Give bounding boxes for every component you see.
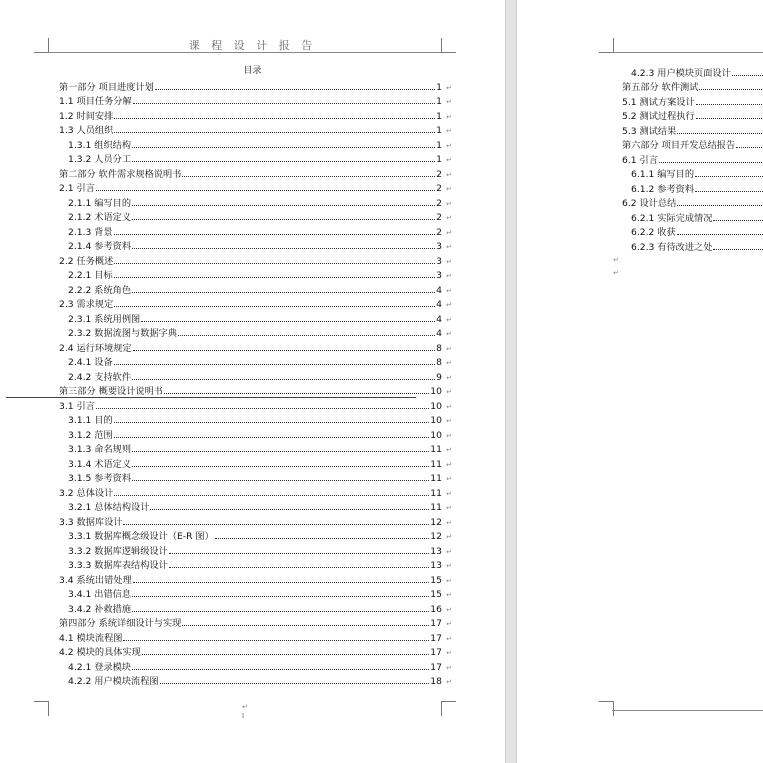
- toc-entry-title: 2.2.2 系统角色: [68, 284, 132, 296]
- paragraph-mark: ↵: [446, 228, 452, 237]
- paragraph-mark: ↵: [446, 678, 452, 686]
- paragraph-mark: ↵: [613, 269, 619, 277]
- toc-entry-title: 6.1.2 参考资料: [631, 183, 695, 195]
- toc-entry-page: 1: [436, 81, 442, 93]
- paragraph-mark: ↵: [446, 199, 452, 208]
- toc-entry[interactable]: [622, 151, 763, 166]
- toc-leader-dots: [96, 408, 429, 409]
- paragraph-mark: ↵: [446, 301, 452, 309]
- toc-entry[interactable]: [59, 325, 452, 340]
- toc-leader-dots: [132, 292, 435, 293]
- paragraph-mark: ↵: [446, 547, 452, 556]
- toc-entry-page: 3: [436, 241, 442, 252]
- toc-entry[interactable]: [59, 441, 452, 456]
- toc-entry-page: 17: [430, 661, 442, 673]
- toc-title: 目录: [243, 66, 262, 76]
- toc-entry[interactable]: [59, 470, 452, 485]
- toc-entry-page: 18: [430, 676, 442, 687]
- toc-entry-title: 6.1 引言: [622, 154, 658, 166]
- toc-entry-page: 2: [436, 168, 442, 180]
- toc-entry-page: 13: [430, 545, 442, 557]
- toc-entry-page: 17: [430, 647, 442, 658]
- paragraph-mark: ↵: [446, 330, 452, 338]
- toc-leader-dots: [114, 364, 435, 365]
- toc-entry[interactable]: [59, 368, 452, 383]
- toc-leader-dots: [696, 118, 763, 119]
- toc-leader-dots: [169, 567, 429, 568]
- toc-entry-title: 2.2.1 目标: [68, 270, 113, 281]
- document-page-right[interactable]: [517, 0, 763, 763]
- toc-entry-title: 3.3.2 数据库逻辑级设计: [68, 545, 168, 557]
- toc-entry-page: 1: [436, 125, 442, 136]
- toc-leader-dots: [132, 161, 435, 162]
- paragraph-mark: ↵: [446, 272, 452, 280]
- page-corner-mark: [34, 701, 49, 716]
- toc-leader-dots: [132, 219, 435, 220]
- toc-leader-dots: [114, 132, 435, 133]
- toc-leader-dots: [150, 509, 429, 510]
- toc-entry-title: 6.1.1 编写目的: [631, 169, 695, 180]
- toc-entry-title: 2.1.3 背景: [68, 226, 113, 238]
- toc-entry-page: 4: [436, 313, 442, 325]
- paragraph-mark: ↵: [446, 663, 452, 672]
- toc-entry[interactable]: [59, 165, 452, 180]
- toc-entry-page: 10: [430, 400, 442, 412]
- toc-entry[interactable]: [59, 397, 452, 412]
- toc-entry-page: 1: [436, 139, 442, 151]
- toc-entry-page: 11: [430, 502, 442, 513]
- toc-entry-title: 4.2.1 登录模块: [68, 661, 132, 673]
- paragraph-mark: ↵: [446, 257, 452, 266]
- toc-entry-page: 10: [430, 429, 442, 441]
- toc-entry-title: 1.3.1 组织结构: [68, 139, 132, 151]
- toc-entry[interactable]: [59, 238, 452, 253]
- toc-entry-title: 3.3.3 数据库表结构设计: [68, 560, 168, 571]
- toc-entry-title: 第二部分 软件需求规格说明书: [59, 168, 182, 180]
- toc-entry-title: 3.2.1 总体结构设计: [68, 502, 150, 513]
- toc-entry[interactable]: [59, 180, 452, 195]
- toc-leader-dots: [699, 89, 763, 90]
- toc-entry[interactable]: [59, 484, 452, 499]
- paragraph-mark: ↵: [446, 388, 452, 396]
- toc-entry[interactable]: [59, 151, 452, 166]
- paragraph-mark: ↵: [446, 156, 452, 164]
- header-rule: [48, 52, 441, 53]
- toc-entry[interactable]: [59, 209, 452, 224]
- toc-leader-dots: [677, 133, 763, 134]
- toc-entry[interactable]: [622, 122, 763, 137]
- toc-leader-dots: [114, 263, 435, 264]
- toc-entry[interactable]: [59, 542, 452, 557]
- page-corner-mark: [599, 38, 614, 53]
- toc-entry-title: 第五部分 软件测试: [622, 82, 699, 93]
- toc-entry[interactable]: [59, 629, 452, 644]
- toc-entry-title: 2.2 任务概述: [59, 255, 114, 267]
- toc-entry-page: 17: [430, 632, 442, 644]
- toc-leader-dots: [96, 190, 435, 191]
- toc-list-left: [59, 78, 452, 687]
- toc-leader-dots: [164, 393, 429, 394]
- toc-leader-dots: [133, 350, 435, 351]
- toc-leader-dots: [114, 422, 430, 423]
- toc-entry-title: 5.3 测试结果: [622, 125, 677, 137]
- toc-leader-dots: [713, 220, 763, 221]
- toc-entry[interactable]: [59, 499, 452, 514]
- toc-leader-dots: [123, 524, 429, 525]
- toc-entry[interactable]: [59, 644, 452, 659]
- toc-leader-dots: [132, 596, 429, 597]
- toc-leader-dots: [160, 683, 430, 684]
- toc-entry-title: 3.4.2 补救措施: [68, 603, 132, 615]
- toc-entry-title: 3.1.5 参考资料: [68, 473, 132, 484]
- toc-entry[interactable]: [59, 267, 452, 282]
- toc-leader-dots: [114, 277, 435, 278]
- toc-leader-dots: [114, 306, 435, 307]
- toc-entry-page: 11: [430, 487, 442, 499]
- toc-entry[interactable]: [622, 224, 763, 239]
- toc-entry[interactable]: [622, 79, 763, 94]
- toc-entry-title: 2.3 需求规定: [59, 299, 114, 310]
- toc-entry-title: 2.4.2 支持软件: [68, 371, 132, 383]
- paragraph-mark: ↵: [446, 112, 452, 121]
- paragraph-mark: ↵: [446, 431, 452, 440]
- toc-entry-title: 1.2 时间安排: [59, 110, 114, 122]
- toc-entry-page: 16: [430, 603, 442, 615]
- toc-entry-title: 5.2 测试过程执行: [622, 111, 695, 122]
- toc-entry[interactable]: [59, 310, 452, 325]
- paragraph-mark: ↵: [446, 83, 452, 92]
- toc-entry[interactable]: [59, 513, 452, 528]
- toc-entry-title: 6.2.1 实际完成情况: [631, 212, 713, 224]
- toc-entry-title: 3.1.4 术语定义: [68, 458, 132, 470]
- toc-leader-dots: [132, 466, 429, 467]
- toc-entry-title: 3.1.2 范围: [68, 429, 113, 441]
- paragraph-mark: ↵: [446, 315, 452, 324]
- toc-entry-title: 第四部分 系统详细设计与实现: [59, 618, 182, 629]
- toc-leader-dots: [133, 103, 435, 104]
- toc-entry-page: 8: [436, 342, 442, 354]
- toc-entry[interactable]: [622, 64, 763, 79]
- toc-leader-dots: [132, 379, 435, 380]
- toc-entry[interactable]: [59, 252, 452, 267]
- paragraph-mark: ↵: [446, 98, 452, 106]
- toc-entry-page: 4: [436, 284, 442, 296]
- toc-leader-dots: [132, 480, 429, 481]
- toc-entry-title: 2.4.1 设备: [68, 357, 113, 368]
- toc-entry-page: 10: [430, 415, 442, 426]
- toc-leader-dots: [132, 451, 429, 452]
- toc-entry-page: 3: [436, 255, 442, 267]
- toc-entry-page: 1: [436, 110, 442, 122]
- toc-entry-page: 4: [436, 328, 442, 339]
- toc-entry[interactable]: [59, 673, 452, 688]
- toc-leader-dots: [132, 248, 435, 249]
- toc-leader-dots: [133, 582, 430, 583]
- toc-entry-page: 11: [430, 473, 442, 484]
- toc-entry-title: 2.3.1 系统用例图: [68, 313, 141, 325]
- toc-entry[interactable]: [622, 108, 763, 123]
- toc-leader-dots: [114, 495, 429, 496]
- toc-entry-title: 4.2.2 用户模块流程图: [68, 676, 159, 687]
- toc-leader-dots: [695, 191, 763, 192]
- toc-entry[interactable]: [59, 658, 452, 673]
- toc-entry-page: 2: [436, 212, 442, 223]
- toc-entry-page: 11: [430, 458, 442, 470]
- paragraph-mark: ↵: [446, 518, 452, 527]
- toc-entry-title: 4.2 模块的具体实现: [59, 647, 141, 658]
- toc-entry-title: 1.3.2 人员分工: [68, 154, 132, 165]
- toc-leader-dots: [169, 553, 429, 554]
- toc-entry-page: 2: [436, 197, 442, 209]
- toc-entry[interactable]: [622, 137, 763, 152]
- page-header-title: 课 程 设 计 报 告: [188, 39, 317, 52]
- toc-entry-title: 3.2 总体设计: [59, 487, 114, 499]
- toc-entry[interactable]: [59, 600, 452, 615]
- toc-entry[interactable]: [59, 412, 452, 427]
- toc-entry-title: 5.1 测试方案设计: [622, 96, 695, 108]
- toc-entry[interactable]: [59, 455, 452, 470]
- toc-list-right: [622, 64, 763, 253]
- toc-entry[interactable]: [59, 223, 452, 238]
- toc-leader-dots: [155, 89, 435, 90]
- toc-leader-dots: [114, 437, 430, 438]
- header-rule: [612, 52, 763, 53]
- toc-entry-title: 6.2 设计总结: [622, 198, 677, 209]
- toc-leader-dots: [659, 162, 763, 163]
- paragraph-mark: ↵: [446, 243, 452, 251]
- toc-entry-title: 2.1.2 术语定义: [68, 212, 132, 223]
- toc-entry[interactable]: [59, 383, 452, 398]
- toc-leader-dots: [182, 176, 435, 177]
- toc-entry-title: 2.1.1 编写目的: [68, 197, 132, 209]
- toc-entry-title: 2.1.4 参考资料: [68, 241, 132, 252]
- paragraph-mark: ↵: [446, 504, 452, 512]
- paragraph-mark: ↵: [446, 460, 452, 469]
- toc-leader-dots: [141, 321, 435, 322]
- toc-leader-dots: [736, 147, 763, 148]
- toc-entry[interactable]: [59, 426, 452, 441]
- toc-entry[interactable]: [59, 586, 452, 601]
- paragraph-mark: ↵: [446, 170, 452, 179]
- toc-leader-dots: [732, 75, 763, 76]
- toc-entry-page: 17: [430, 618, 442, 629]
- paragraph-mark: ↵: [446, 649, 452, 657]
- toc-entry[interactable]: [622, 238, 763, 253]
- toc-entry[interactable]: [59, 557, 452, 572]
- paragraph-mark: ↵: [446, 344, 452, 353]
- toc-entry-page: 2: [436, 183, 442, 194]
- page-corner-mark: [441, 701, 456, 716]
- toc-entry-page: 8: [436, 357, 442, 368]
- toc-entry[interactable]: [59, 354, 452, 369]
- paragraph-mark: ↵: [446, 127, 452, 135]
- paragraph-mark: ↵: [446, 533, 452, 541]
- paragraph-mark: ↵: [446, 214, 452, 222]
- toc-leader-dots: [132, 147, 435, 148]
- toc-entry-title: 6.2.2 收获: [631, 227, 676, 238]
- toc-entry[interactable]: [59, 339, 452, 354]
- toc-entry-title: 第一部分 项目进度计划: [59, 81, 154, 93]
- toc-leader-dots: [677, 234, 763, 235]
- paragraph-mark: ↵: [446, 634, 452, 643]
- paragraph-mark: ↵: [446, 417, 452, 425]
- toc-entry-title: 1.1 项目任务分解: [59, 96, 132, 107]
- toc-leader-dots: [123, 640, 429, 641]
- toc-entry[interactable]: [59, 122, 452, 137]
- paragraph-mark: ↵: [446, 489, 452, 498]
- section-break-line: [6, 397, 416, 398]
- toc-entry-page: 11: [430, 444, 442, 455]
- paragraph-mark: ↵: [242, 703, 248, 711]
- toc-entry-title: 3.4.1 出错信息: [68, 589, 132, 600]
- toc-leader-dots: [182, 625, 429, 626]
- toc-entry[interactable]: [59, 296, 452, 311]
- toc-entry[interactable]: [622, 93, 763, 108]
- paragraph-mark: ↵: [446, 286, 452, 295]
- paragraph-mark: ↵: [613, 256, 619, 264]
- toc-entry[interactable]: [622, 166, 763, 181]
- toc-entry-title: 2.4 运行环境规定: [59, 342, 132, 354]
- toc-entry-page: 12: [430, 516, 442, 528]
- toc-leader-dots: [114, 234, 435, 235]
- toc-entry-title: 1.3 人员组织: [59, 125, 114, 136]
- toc-entry-page: 2: [436, 226, 442, 238]
- paragraph-mark: ↵: [446, 359, 452, 367]
- toc-entry-title: 2.3.2 数据流图与数据字典: [68, 328, 177, 339]
- toc-entry[interactable]: [59, 281, 452, 296]
- page-corner-mark: [599, 701, 614, 716]
- toc-entry[interactable]: [622, 209, 763, 224]
- toc-entry[interactable]: [59, 107, 452, 122]
- toc-entry-page: 1: [436, 154, 442, 165]
- paragraph-mark: ↵: [446, 605, 452, 614]
- toc-leader-dots: [178, 335, 435, 336]
- toc-entry-page: 12: [430, 531, 442, 542]
- toc-entry[interactable]: [622, 195, 763, 210]
- toc-entry-page: 10: [430, 386, 442, 397]
- toc-entry[interactable]: [59, 528, 452, 543]
- toc-entry-page: 15: [430, 574, 442, 586]
- footer-page-number: I: [242, 712, 245, 720]
- toc-entry-page: 9: [436, 371, 442, 383]
- paragraph-mark: ↵: [446, 373, 452, 382]
- toc-entry-title: 3.4 系统出错处理: [59, 574, 132, 586]
- toc-entry-page: 1: [436, 96, 442, 107]
- toc-leader-dots: [132, 205, 435, 206]
- toc-leader-dots: [713, 249, 763, 250]
- toc-entry[interactable]: [59, 194, 452, 209]
- toc-entry[interactable]: [59, 571, 452, 586]
- toc-entry[interactable]: [59, 93, 452, 108]
- toc-leader-dots: [215, 538, 430, 539]
- paragraph-mark: ↵: [446, 562, 452, 570]
- toc-entry-title: 3.1.1 目的: [68, 415, 113, 426]
- paragraph-mark: ↵: [446, 446, 452, 454]
- toc-entry[interactable]: [59, 78, 452, 93]
- toc-entry-title: 3.3.1 数据库概念级设计（E-R 图）: [68, 531, 214, 542]
- toc-leader-dots: [695, 176, 763, 177]
- toc-entry-page: 13: [430, 560, 442, 571]
- toc-entry-title: 3.1 引言: [59, 400, 95, 412]
- toc-entry-page: 15: [430, 589, 442, 600]
- toc-leader-dots: [696, 104, 763, 105]
- toc-entry-page: 4: [436, 299, 442, 310]
- toc-entry-title: 4.1 模块流程图: [59, 632, 123, 644]
- footer-rule: [612, 710, 763, 711]
- paragraph-mark: ↵: [446, 475, 452, 483]
- paragraph-mark: ↵: [446, 620, 452, 628]
- toc-entry[interactable]: [59, 615, 452, 630]
- toc-entry[interactable]: [59, 136, 452, 151]
- toc-entry-page: 3: [436, 270, 442, 281]
- paragraph-mark: ↵: [446, 141, 452, 150]
- paragraph-mark: ↵: [446, 402, 452, 411]
- page-gap: [505, 0, 517, 763]
- toc-leader-dots: [142, 654, 429, 655]
- toc-entry-title: 3.1.3 命名规则: [68, 444, 132, 455]
- paragraph-mark: ↵: [446, 185, 452, 193]
- toc-entry-title: 第六部分 项目开发总结报告: [622, 140, 736, 151]
- paragraph-mark: ↵: [446, 576, 452, 585]
- toc-entry-title: 3.3 数据库设计: [59, 516, 123, 528]
- paragraph-mark: ↵: [446, 591, 452, 599]
- toc-leader-dots: [677, 205, 763, 206]
- toc-entry[interactable]: [622, 180, 763, 195]
- toc-leader-dots: [132, 611, 429, 612]
- toc-entry-title: 6.2.3 有待改进之处: [631, 241, 713, 253]
- toc-entry-title: 第三部分 概要设计说明书: [59, 386, 163, 397]
- toc-leader-dots: [114, 118, 435, 119]
- toc-leader-dots: [132, 669, 429, 670]
- toc-entry-title: 2.1 引言: [59, 183, 95, 194]
- toc-entry-title: 4.2.3 用户模块页面设计: [631, 67, 731, 79]
